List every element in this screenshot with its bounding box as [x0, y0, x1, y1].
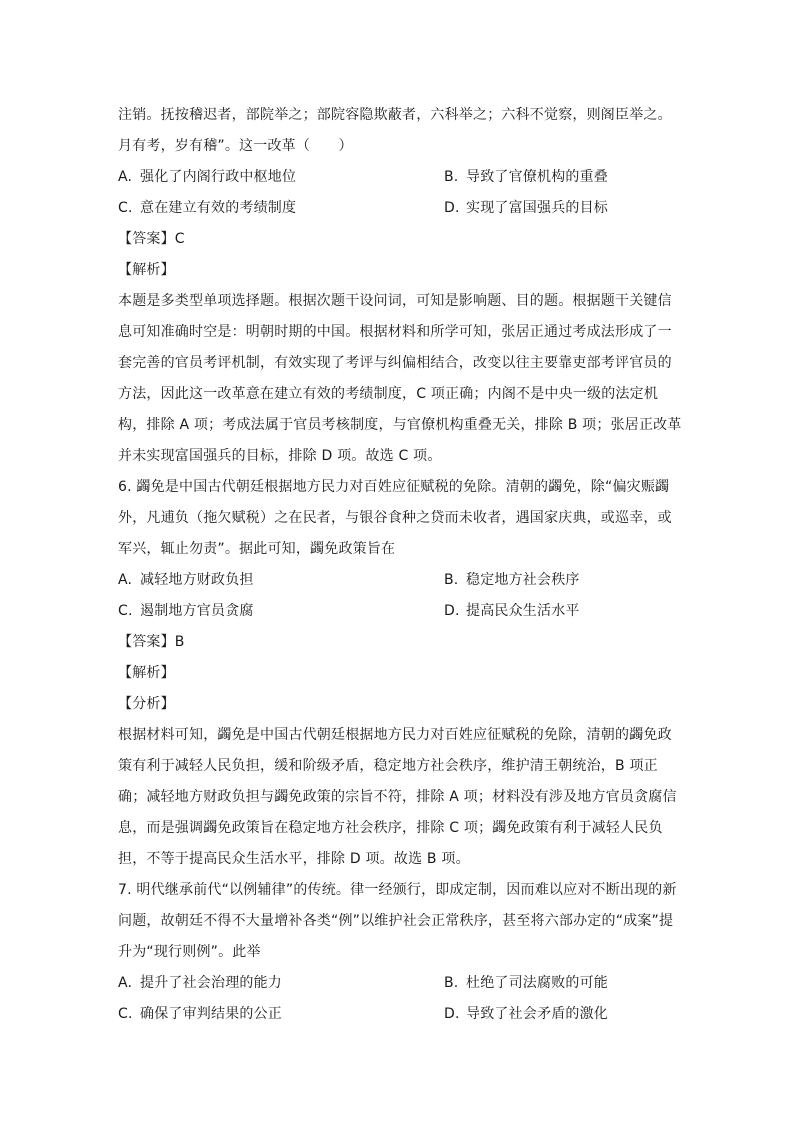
option-key: C.: [118, 200, 133, 216]
q5-analysis-line: 息可知准确时空是：明朝时期的中国。根据材料和所学可知，张居正通过考成法形成了一: [118, 324, 672, 340]
q5-stem-line: 月有考，岁有稽”。这一改革（ ）: [118, 138, 353, 154]
q5-analysis-heading: 【解析】: [118, 262, 175, 278]
option-text: 提高民众生活水平: [466, 603, 580, 619]
q6-option-b: [444, 565, 580, 596]
option-key: D.: [444, 1006, 460, 1022]
q6-analysis-line: 根据材料可知，蠲免是中国古代朝廷根据地方民力对百姓应征赋税的免除，清朝的蠲免政: [118, 727, 672, 743]
option-text: 导致了社会矛盾的激化: [466, 1006, 608, 1022]
q5-option-b: [444, 162, 608, 193]
option-key: D.: [444, 200, 460, 216]
option-key: B.: [444, 169, 459, 185]
option-key: C.: [118, 603, 133, 619]
q5-stem-line: 注销。抚按稽迟者，部院举之；部院容隐欺蔽者，六科举之；六科不觉察，则阁臣举之。: [118, 107, 672, 123]
option-text: 确保了审判结果的公正: [140, 1006, 282, 1022]
q7-options-row: [118, 968, 674, 999]
q5-analysis-line: 本题是多类型单项选择题。根据次题干设问词，可知是影响题、目的题。根据题干关键信: [118, 293, 672, 309]
q6-option-a: [118, 565, 444, 596]
option-text: 稳定地方社会秩序: [466, 572, 580, 588]
q6-stem-line: 6. 蠲免是中国古代朝廷根据地方民力对百姓应征赋税的免除。清朝的蠲免，除“偏灾赈蠲: [118, 479, 670, 495]
option-key: A.: [118, 169, 133, 185]
q7-options-row: [118, 999, 674, 1030]
option-text: 杜绝了司法腐败的可能: [466, 975, 608, 991]
option-text: 减轻地方财政负担: [140, 572, 254, 588]
option-text: 提升了社会治理的能力: [140, 975, 282, 991]
q5-option-d: [444, 193, 608, 224]
q6-options-row: [118, 596, 674, 627]
q5-analysis-line: 套完善的官员考评机制，有效实现了考评与纠偏相结合，改变以往主要靠吏部考评官员的: [118, 355, 672, 371]
q5-analysis-line: 并未实现富国强兵的目标，排除 D 项。故选 C 项。: [118, 448, 442, 464]
option-key: A.: [118, 572, 133, 588]
q7-stem-line: 升为“现行则例”。此举: [118, 944, 261, 960]
option-key: A.: [118, 975, 133, 991]
option-key: C.: [118, 1006, 133, 1022]
q6-analysis-line: 担，不等于提高民众生活水平，排除 D 项。故选 B 项。: [118, 851, 470, 867]
option-key: D.: [444, 603, 460, 619]
option-text: 意在建立有效的考绩制度: [140, 200, 297, 216]
q6-analysis-line: 策有利于减轻人民负担，缓和阶级矛盾，稳定地方社会秩序，维护清王朝统治，B 项正: [118, 758, 658, 774]
q6-option-d: [444, 596, 580, 627]
option-key: B.: [444, 975, 459, 991]
q5-option-a: [118, 162, 444, 193]
q6-answer: 【答案】B: [118, 634, 185, 650]
q7-stem-line: 7. 明代继承前代“以例辅律”的传统。律一经颁行，即成定制，因而难以应对不断出现的新: [118, 882, 677, 898]
document-content: [118, 100, 682, 1030]
q6-analysis-line: 息，而是强调蠲免政策旨在稳定地方社会秩序，排除 C 项；蠲免政策有利于减轻人民负: [118, 820, 663, 836]
q5-options-row: [118, 162, 674, 193]
q7-option-d: [444, 999, 608, 1030]
q7-option-b: [444, 968, 608, 999]
q7-option-c: [118, 999, 444, 1030]
q7-option-a: [118, 968, 444, 999]
q6-analysis-heading: 【解析】: [118, 665, 175, 681]
q6-stem-line: 外，凡逋负（拖欠赋税）之在民者，与银谷食种之贷而未收者，遇国家庆典，或巡幸，或: [118, 510, 672, 526]
q6-analysis-line: 确；减轻地方财政负担与蠲免政策的宗旨不符，排除 A 项；材料没有涉及地方官员贪腐信: [118, 789, 677, 805]
option-text: 实现了富国强兵的目标: [466, 200, 608, 216]
q5-options-row: [118, 193, 674, 224]
option-text: 遏制地方官员贪腐: [140, 603, 254, 619]
q6-options-row: [118, 565, 674, 596]
q6-option-c: [118, 596, 444, 627]
q5-analysis-line: 方法，因此这一改革意在建立有效的考绩制度，C 项正确；内阁不是中央一级的法定机: [118, 386, 659, 402]
option-text: 导致了官僚机构的重叠: [466, 169, 608, 185]
q5-answer: 【答案】C: [118, 231, 185, 247]
q5-analysis-line: 构，排除 A 项；考成法属于官员考核制度，与官僚机构重叠无关，排除 B 项；张居正改革: [118, 417, 682, 433]
option-key: B.: [444, 572, 459, 588]
q6-fenxi-heading: 【分析】: [118, 696, 175, 712]
q7-stem-line: 问题，故朝廷不得不大量增补各类“例”以维护社会正常秩序，甚至将六部办定的“成案”提: [118, 913, 674, 929]
q5-option-c: [118, 193, 444, 224]
option-text: 强化了内阁行政中枢地位: [140, 169, 297, 185]
q6-stem-line: 军兴，辄止勿责”。据此可知，蠲免政策旨在: [118, 541, 396, 557]
